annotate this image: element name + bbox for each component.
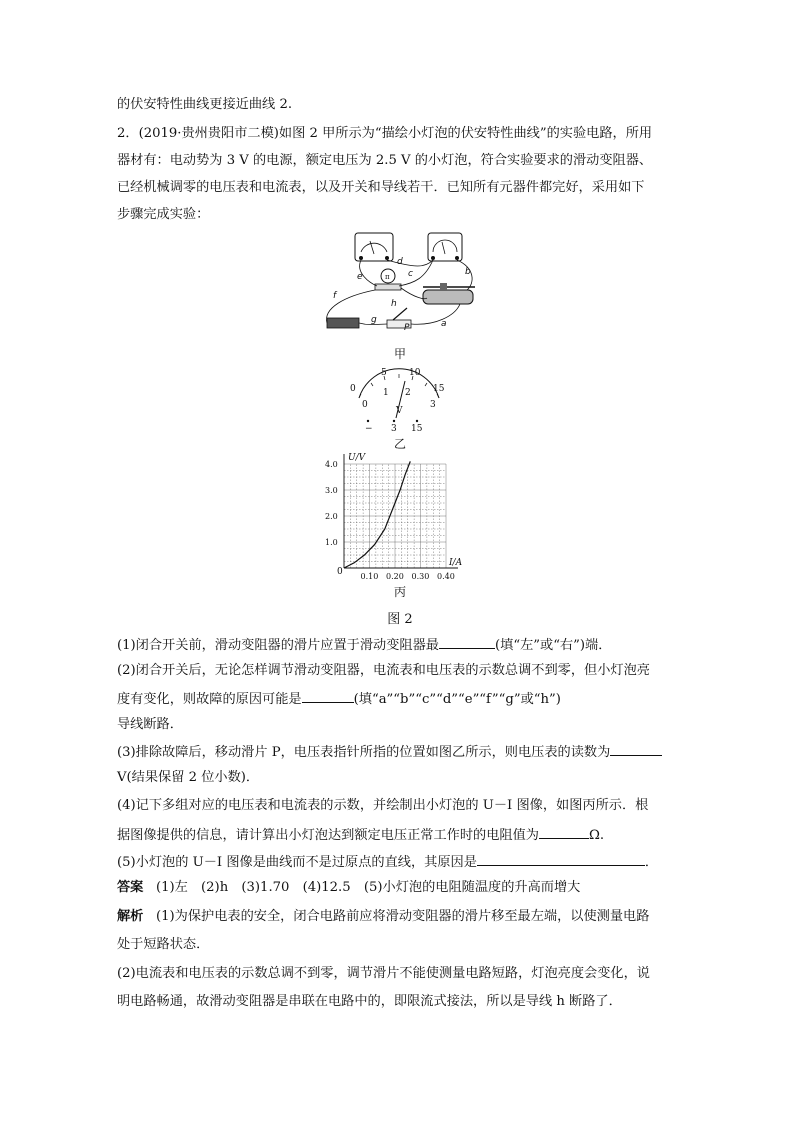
question-2-line-3: 导线断路． (117, 717, 183, 732)
ui-chart-bing (318, 450, 478, 585)
wire-label-a: a (441, 319, 447, 329)
answer-text: (1)左 (2)h (3)1.70 (4)12.5 (5)小灯泡的电阻随温度的升高而增大 (155, 880, 581, 895)
figure-caption: 图 2 (387, 612, 413, 627)
y-tick-label: 2.0 (325, 512, 338, 521)
q3-text: (3)排除故障后，移动滑片 P，电压表指针所指的位置如图乙所示，则电压表的读数为 (117, 745, 611, 760)
dial-inner-0: 0 (362, 400, 368, 410)
y-tick-label: 4.0 (325, 460, 338, 469)
caption-yi: 乙 (393, 437, 406, 451)
wire-label-c: c (408, 269, 413, 279)
wire-label-b: b (465, 267, 471, 277)
question-5 (117, 851, 658, 873)
q1-text: (1)闭合开关前，滑动变阻器的滑片应置于滑动变阻器最 (117, 638, 439, 653)
x-tick-label: 0.10 (360, 572, 379, 581)
lamp-symbol: π (385, 273, 390, 281)
q5-text-end: ． (644, 855, 659, 870)
y-tick-label: 1.0 (325, 538, 338, 547)
q5-blank[interactable] (477, 851, 645, 866)
chart-xlabel: I/A (449, 558, 463, 568)
q3-blank[interactable] (610, 741, 662, 756)
ammeter-icon (355, 233, 393, 261)
q1-text-end: (填“左”或“右”)端． (495, 638, 612, 653)
battery-icon (327, 318, 359, 328)
terminal-negative: − (365, 424, 373, 434)
chart-ticks (325, 460, 455, 581)
dial-outer-0: 0 (350, 384, 356, 394)
x-tick-label: 0.20 (386, 572, 404, 581)
y-tick-label: 3.0 (325, 486, 338, 495)
problem-line-2: 器材有：电动势为 3 V 的电源，额定电压为 2.5 V 的小灯泡，符合实验要求的滑动变阻器、 (117, 153, 653, 168)
intro-line: 的伏安特性曲线更接近曲线 2. (117, 97, 293, 112)
q1-blank[interactable] (439, 634, 495, 649)
rheostat-icon (423, 283, 475, 304)
chart-origin: 0 (337, 567, 343, 577)
analysis-text-1: (1)为保护电表的安全，闭合电路前应将滑动变阻器的滑片移至最左端，以使测量电路 (155, 909, 650, 924)
answer-line (117, 878, 580, 898)
q2-text: 度有变化，则故障的原因可能是 (117, 692, 302, 707)
q2-text-end: (填“a”“b”“c”“d”“e”“f”“g”或“h”) (353, 692, 561, 707)
dial-inner-3: 3 (430, 400, 436, 410)
terminal-3: 3 (391, 424, 397, 434)
terminal-15: 15 (411, 424, 423, 434)
problem-line-1: 2．(2019·贵州贵阳市二模)如图 2 甲所示为“描绘小灯泡的伏安特性曲线”的实验电路，所用 (117, 126, 653, 141)
analysis-label: 解析 (117, 909, 144, 924)
question-3-line-1 (117, 741, 662, 763)
voltmeter-icon (428, 233, 462, 261)
answer-label: 答案 (117, 880, 144, 895)
question-2-line-2 (117, 688, 561, 710)
chart-axes (344, 454, 458, 568)
q5-text: (5)小灯泡的 U－I 图像是曲线而不是过原点的直线，其原因是 (117, 855, 477, 870)
question-2-line-1: (2)闭合开关后，无论怎样调节滑动变阻器，电流表和电压表的示数总调不到零，但小灯泡亮 (117, 663, 650, 678)
dial-inner-2: 2 (405, 388, 411, 398)
q4-text: 据图像提供的信息，请计算出小灯泡达到额定电压正常工作时的电阻值为 (117, 828, 539, 843)
q4-text-end: Ω. (589, 828, 605, 843)
problem-line-4: 步骤完成实验： (117, 207, 210, 222)
dial-outer-10: 10 (409, 368, 421, 378)
wire-label-d: d (397, 257, 403, 267)
question-4-line-2 (117, 824, 604, 846)
analysis-line-3: (2)电流表和电压表的示数总调不到零，调节滑片不能使测量电路短路，灯泡亮度会变化，说 (117, 966, 650, 981)
wire-label-h: h (391, 299, 397, 309)
dial-outer-5: 5 (381, 368, 387, 378)
analysis-line-1 (117, 907, 649, 927)
q4-blank[interactable] (539, 824, 589, 839)
voltmeter-dial-yi (343, 364, 455, 434)
question-4-line-1: (4)记下多组对应的电压表和电流表的示数，并绘制出小灯泡的 U－I 图像，如图丙所示．根 (117, 798, 649, 813)
analysis-line-2: 处于短路状态． (117, 937, 210, 952)
question-3-line-2: V(结果保留 2 位小数)． (117, 770, 260, 785)
dial-inner-1: 1 (383, 388, 389, 398)
q2-blank[interactable] (302, 688, 354, 703)
chart-grid (344, 464, 446, 568)
caption-bing: 丙 (393, 585, 406, 599)
wire-label-e: e (357, 272, 363, 282)
circuit-figure-jia (315, 228, 485, 343)
x-tick-label: 0.30 (411, 572, 430, 581)
question-1 (117, 634, 611, 656)
slider-label-p: P (404, 323, 410, 333)
wire-label-g: g (371, 315, 377, 325)
x-tick-label: 0.40 (437, 572, 455, 581)
dial-unit: V (396, 406, 403, 416)
dial-outer-15: 15 (433, 384, 445, 394)
chart-ylabel: U/V (348, 453, 366, 463)
wire-label-f: f (333, 291, 337, 301)
problem-line-3: 已经机械调零的电压表和电流表，以及开关和导线若干．已知所有元器件都完好，采用如下 (117, 180, 645, 195)
chart-series-curve (344, 461, 410, 568)
caption-jia: 甲 (393, 347, 406, 361)
analysis-line-4: 明电路畅通，故滑动变阻器是串联在电路中的，即限流式接法，所以是导线 h 断路了． (117, 994, 622, 1009)
chart-axis-lines (344, 454, 458, 568)
